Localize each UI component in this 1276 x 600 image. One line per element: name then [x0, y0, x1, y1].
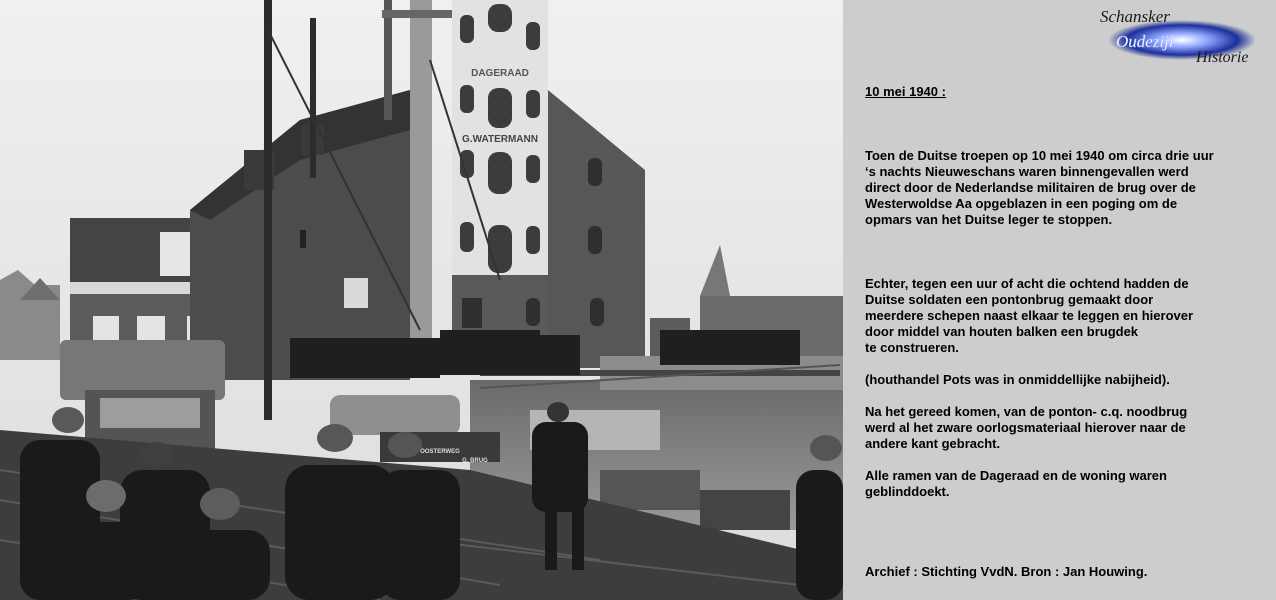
paragraph-2 [865, 276, 1263, 356]
paragraph-4-line: andere kant gebracht. [865, 436, 1001, 451]
paragraph-2-line: Duitse soldaten een pontonbrug gemaakt door [865, 292, 1154, 307]
paragraph-5-line: geblinddoekt. [865, 484, 950, 499]
paragraph-4 [865, 404, 1263, 452]
paragraph-5-line: Alle ramen van de Dageraad en de woning waren [865, 468, 1167, 483]
paragraph-2-line: meerdere schepen naast elkaar te leggen en hierover [865, 308, 1194, 323]
paragraph-2-line: door middel van houten balken een brugdek [865, 324, 1139, 339]
paragraph-2-line: Echter, tegen een uur of acht die ochtend hadden de [865, 276, 1189, 291]
date-heading: 10 mei 1940 : [865, 84, 946, 99]
paragraph-4-line: werd al het zware oorlogsmateriaal hierover naar de [865, 420, 1186, 435]
paragraph-1 [865, 148, 1263, 228]
logo-line-historie: Historie [1196, 49, 1249, 66]
building-sign-watermann: G.WATERMANN [462, 134, 538, 145]
article-text [865, 0, 1265, 600]
archive-credit: Archief : Stichting VvdN. Bron : Jan Houwing. [865, 564, 1148, 579]
truck-sign-2: G. BRUG [462, 458, 488, 464]
paragraph-2-line: te construeren. [865, 340, 959, 355]
paragraph-1-line: opmars van het Duitse leger te stoppen. [865, 212, 1113, 227]
paragraph-4-line: Na het gereed komen, van de ponton- c.q. noodbrug [865, 404, 1188, 419]
truck-sign-1: OOSTERWEG [420, 449, 460, 455]
paragraph-3 [865, 372, 1263, 388]
paragraph-1-line: Westerwoldse Aa opgeblazen in een poging om de [865, 196, 1178, 211]
logo-line-schansker: Schansker [1100, 7, 1170, 26]
paragraph-1-line: ‘s nachts Nieuweschans waren binnengevallen werd [865, 164, 1189, 179]
paragraph-3-line: (houthandel Pots was in onmiddellijke nabijheid). [865, 372, 1170, 387]
logo-line-oudezijl: Oudezijl [1116, 32, 1174, 51]
paragraph-5 [865, 468, 1263, 500]
building-sign-dageraad: DAGERAAD [471, 68, 529, 79]
paragraph-1-line: Toen de Duitse troepen op 10 mei 1940 om circa drie uur [865, 148, 1214, 163]
paragraph-1-line: direct door de Nederlandse militairen de brug over de [865, 180, 1196, 195]
